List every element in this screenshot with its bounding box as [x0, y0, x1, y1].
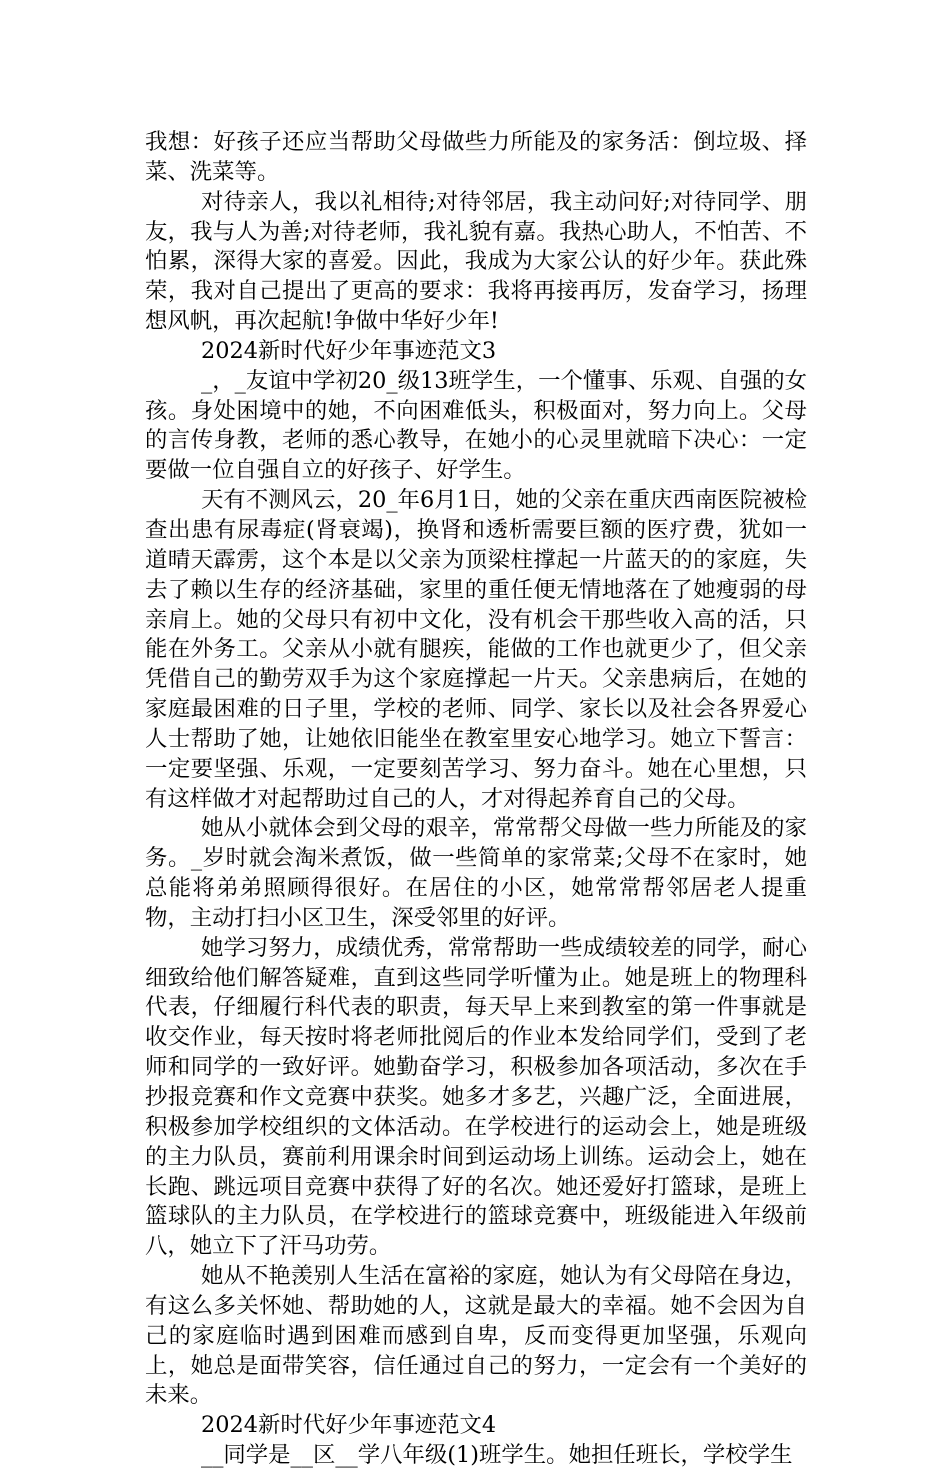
- paragraph-father-illness: 天有不测风云，20_年6月1日，她的父亲在重庆西南医院被检查出患有尿毒症(肾衰竭)，换肾和透析需要巨额的医疗费，犹如一道晴天霹雳，这个本是以父亲为顶梁柱撑起一片蓝天的的家庭，失去了赖以生存的经济基础，家里的重任便无情地落在了她瘦弱的母亲肩上。她的父母只有初中文化，没有机会干那些收入高的活，只能在外务工。父亲从小就有腿疾，能做的工作也就更少了，但父亲凭借自己的勤劳双手为这个家庭撑起一片天。父亲患病后，在她的家庭最困难的日子里，学校的老师、同学、家长以及社会各界爱心人士帮助了她，让她依旧能坐在教室里安心地学习。她立下誓言：一定要坚强、乐观，一定要刻苦学习、努力奋斗。她在心里想，只有这样做才对起帮助过自己的人，才对得起养育自己的父母。: [145, 487, 807, 812]
- paragraph-courtesy: 对待亲人，我以礼相待;对待邻居，我主动问好;对待同学、朋友，我与人为善;对待老师，我礼貌有嘉。我热心助人，不怕苦、不怕累，深得大家的喜爱。因此，我成为大家公认的好少年。获此殊荣，我对自己提出了更高的要求：我将再接再厉，发奋学习，扬理想风帆，再次起航!争做中华好少年!: [145, 188, 807, 335]
- document-body: [145, 128, 807, 1471]
- paragraph-student-intro: _，_友谊中学初20_级13班学生，一个懂事、乐观、自强的女孩。身处困境中的她，不向困难低头，积极面对，努力向上。父母的言传身教，老师的悉心教导，在她小的心灵里就暗下决心：一定要做一位自强自立的好孩子、好学生。: [145, 367, 807, 484]
- paragraph-housework: 她从小就体会到父母的艰辛，常常帮父母做一些力所能及的家务。_岁时就会淘米煮饭，做一些简单的家常菜;父母不在家时，她总能将弟弟照顾得很好。在居住的小区，她常常帮邻居老人提重物，主动打扫小区卫生，深受邻里的好评。: [145, 815, 807, 931]
- paragraph-class-monitor: __同学是__区__学八年级(1)班学生。她担任班长，学校学生: [201, 1442, 793, 1469]
- section-heading-4: 2024新时代好少年事迹范文4: [201, 1412, 497, 1439]
- paragraph-intro-housework: 我想：好孩子还应当帮助父母做些力所能及的家务活：倒垃圾、择菜、洗菜等。: [145, 129, 807, 185]
- section-heading-3: 2024新时代好少年事迹范文3: [201, 337, 497, 364]
- paragraph-study: 她学习努力，成绩优秀，常常帮助一些成绩较差的同学，耐心细致给他们解答疑难，直到这些同学听懂为止。她是班上的物理科代表，仔细履行科代表的职责，每天早上来到教室的第一件事就是收交作业，每天按时将老师批阅后的作业本发给同学们，受到了老师和同学的一致好评。她勤奋学习，积极参加各项活动，多次在手抄报竞赛和作文竞赛中获奖。她多才多艺，兴趣广泛，全面进展，积极参加学校组织的文体活动。在学校进行的运动会上，她是班级的主力队员，赛前利用课余时间到运动场上训练。运动会上，她在长跑、跳远项目竞赛中获得了好的名次。她还爱好打篮球，是班上篮球队的主力队员，在学校进行的篮球竞赛中，班级能进入年级前八，她立下了汗马功劳。: [145, 934, 807, 1260]
- paragraph-happiness: 她从不艳羡别人生活在富裕的家庭，她认为有父母陪在身边，有这么多关怀她、帮助她的人，这就是最大的幸福。她不会因为自己的家庭临时遇到困难而感到自卑，反而变得更加坚强，乐观向上，她总是面带笑容，信任通过自己的努力，一定会有一个美好的未来。: [145, 1263, 807, 1409]
